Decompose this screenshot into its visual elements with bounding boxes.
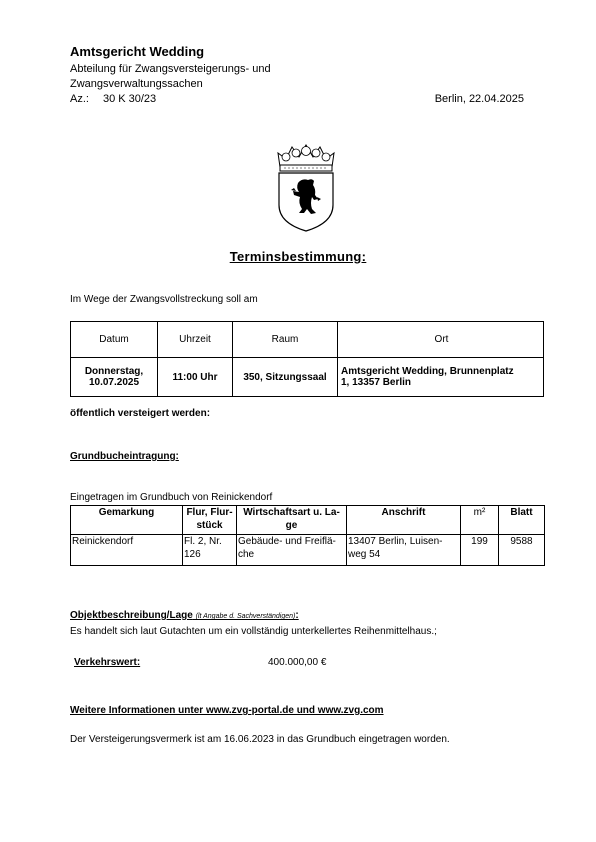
case-reference bbox=[70, 93, 156, 105]
table-header-line: Flur, Flur- bbox=[186, 507, 233, 518]
object-heading-note: (lt Angabe d. Sachverständigen) bbox=[195, 613, 296, 620]
table-header-cell: Datum bbox=[71, 322, 158, 358]
table-cell bbox=[183, 535, 237, 566]
appointment-room: 350, Sitzungssaal bbox=[233, 358, 338, 397]
more-info-link[interactable]: Weitere Informationen unter www.zvg-portal.de und www.zvg.com bbox=[70, 705, 384, 716]
court-name: Amtsgericht Wedding bbox=[70, 44, 205, 59]
table-header-cell bbox=[183, 506, 237, 535]
object-heading-label: Objektbeschreibung/Lage bbox=[70, 610, 193, 621]
land-register-intro: Eingetragen im Grundbuch von Reinickendorf bbox=[70, 492, 273, 503]
case-reference-label: Az.: bbox=[70, 93, 89, 105]
table-header-cell: Ort bbox=[338, 322, 544, 358]
market-value-label: Verkehrswert: bbox=[74, 657, 141, 668]
market-value: 400.000,00 € bbox=[268, 657, 327, 668]
table-header-cell: m² bbox=[461, 506, 499, 535]
table-cell: Reinickendorf bbox=[71, 535, 183, 566]
table-header-cell bbox=[237, 506, 347, 535]
place-date: Berlin, 22.04.2025 bbox=[434, 93, 524, 105]
appointment-weekday: Donnerstag, bbox=[84, 366, 144, 377]
table-header-cell: Blatt bbox=[499, 506, 545, 535]
object-heading-suffix: : bbox=[295, 610, 299, 621]
case-reference-number: 30 K 30/23 bbox=[102, 93, 157, 105]
object-description: Es handelt sich laut Gutachten um ein vollständig unterkellertes Reihenmittelhaus.; bbox=[70, 626, 437, 637]
appointment-time: 11:00 Uhr bbox=[158, 358, 233, 397]
berlin-bear-crest-icon bbox=[274, 143, 338, 233]
department-name: Abteilung für Zwangsversteigerungs- und Zwangsverwaltungssachen bbox=[70, 63, 271, 90]
table-header-line: stück bbox=[196, 520, 223, 531]
document-title: Terminsbestimmung: bbox=[229, 249, 367, 264]
object-heading bbox=[70, 610, 299, 621]
appointment-location-line2: 1, 13357 Berlin bbox=[341, 377, 412, 388]
table-header-line: ge bbox=[285, 520, 298, 531]
table-cell-line: 126 bbox=[184, 549, 201, 560]
table-cell-line: Gebäude- und Freiflä- bbox=[238, 536, 336, 547]
table-header-cell: Raum bbox=[233, 322, 338, 358]
appointment-location bbox=[338, 358, 544, 397]
table-cell-line: Fl. 2, Nr. bbox=[184, 536, 222, 547]
table-header-line: Wirtschaftsart u. La- bbox=[243, 507, 340, 518]
table-cell bbox=[237, 535, 347, 566]
auction-statement: öffentlich versteigert werden: bbox=[70, 408, 211, 419]
land-register-table bbox=[70, 505, 545, 566]
table-header-cell: Gemarkung bbox=[71, 506, 183, 535]
appointment-table bbox=[70, 321, 544, 397]
table-row bbox=[71, 535, 545, 566]
table-header-cell: Uhrzeit bbox=[158, 322, 233, 358]
table-cell-line: che bbox=[238, 549, 255, 560]
appointment-location-line1: Amtsgericht Wedding, Brunnenplatz bbox=[341, 366, 514, 377]
table-header-cell: Anschrift bbox=[347, 506, 461, 535]
intro-text: Im Wege der Zwangsvollstreckung soll am bbox=[70, 294, 258, 305]
appointment-date-value: 10.07.2025 bbox=[88, 377, 140, 388]
table-cell-line: weg 54 bbox=[348, 549, 381, 560]
land-register-heading: Grundbucheintragung: bbox=[70, 451, 179, 462]
table-cell: 199 bbox=[461, 535, 499, 566]
appointment-date bbox=[71, 358, 158, 397]
table-cell: 9588 bbox=[499, 535, 545, 566]
table-cell-line: 13407 Berlin, Luisen- bbox=[348, 536, 443, 547]
registration-note: Der Versteigerungsvermerk ist am 16.06.2023 in das Grundbuch eingetragen worden. bbox=[70, 734, 450, 745]
table-cell bbox=[347, 535, 461, 566]
